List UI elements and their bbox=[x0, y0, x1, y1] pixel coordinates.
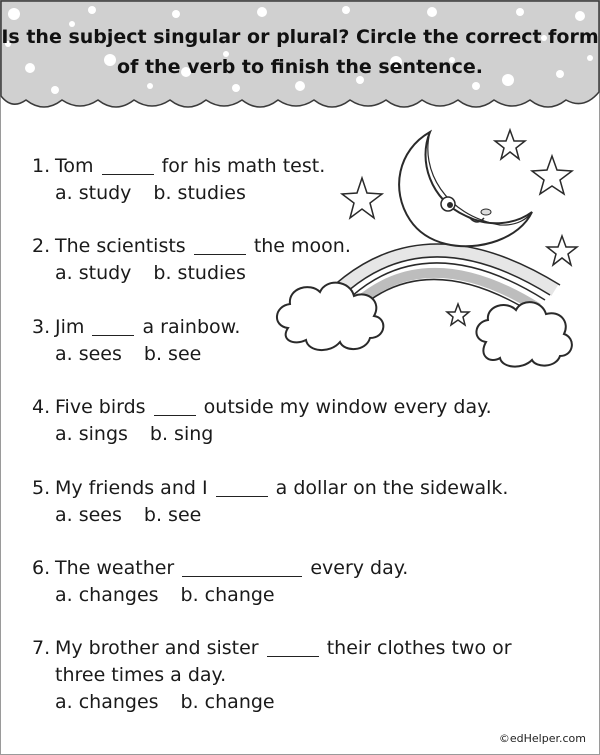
option-b[interactable]: b. change bbox=[180, 584, 275, 606]
title-line-1: Is the subject singular or plural? Circle the correct form bbox=[1, 26, 599, 48]
sentence-end: outside my window every day. bbox=[203, 396, 492, 418]
option-a[interactable]: a. changes bbox=[55, 691, 159, 713]
question-number: 1. bbox=[32, 155, 51, 177]
sentence-end: the moon. bbox=[253, 235, 351, 257]
question-6 bbox=[32, 555, 408, 609]
question-number: 7. bbox=[32, 637, 51, 659]
question-4 bbox=[32, 394, 492, 448]
question-2 bbox=[32, 233, 351, 287]
answer-blank[interactable] bbox=[216, 477, 268, 497]
answer-blank[interactable] bbox=[102, 155, 154, 175]
option-b[interactable]: b. studies bbox=[153, 182, 246, 204]
question-number: 4. bbox=[32, 396, 51, 418]
sentence-end: a dollar on the sidewalk. bbox=[275, 477, 509, 499]
question-1 bbox=[32, 153, 325, 207]
answer-blank[interactable] bbox=[182, 557, 302, 577]
option-b[interactable]: b. studies bbox=[153, 262, 246, 284]
option-a[interactable]: a. changes bbox=[55, 584, 159, 606]
sentence-start: The scientists bbox=[55, 235, 186, 257]
option-b[interactable]: b. see bbox=[143, 343, 202, 365]
sentence-start: My friends and I bbox=[55, 477, 208, 499]
sentence-continuation: three times a day. bbox=[55, 664, 227, 686]
question-number: 3. bbox=[32, 316, 51, 338]
sentence-end: for his math test. bbox=[161, 155, 326, 177]
sentence-start: Jim bbox=[55, 316, 85, 338]
sentence-start: The weather bbox=[55, 557, 175, 579]
question-5 bbox=[32, 475, 508, 529]
option-b[interactable]: b. see bbox=[143, 504, 202, 526]
answer-blank[interactable] bbox=[154, 396, 196, 416]
sentence-end: their clothes two or bbox=[326, 637, 512, 659]
question-number: 5. bbox=[32, 477, 51, 499]
question-7 bbox=[32, 635, 512, 716]
question-number: 6. bbox=[32, 557, 51, 579]
option-a[interactable]: a. sings bbox=[55, 423, 128, 445]
sentence-start: My brother and sister bbox=[55, 637, 259, 659]
option-a[interactable]: a. study bbox=[55, 182, 132, 204]
option-b[interactable]: b. sing bbox=[149, 423, 214, 445]
option-a[interactable]: a. sees bbox=[55, 343, 122, 365]
sentence-end: a rainbow. bbox=[142, 316, 241, 338]
question-3 bbox=[32, 314, 240, 368]
answer-blank[interactable] bbox=[194, 235, 246, 255]
sentence-start: Five birds bbox=[55, 396, 146, 418]
answer-blank[interactable] bbox=[92, 316, 134, 336]
sentence-start: Tom bbox=[55, 155, 94, 177]
option-b[interactable]: b. change bbox=[180, 691, 275, 713]
question-number: 2. bbox=[32, 235, 51, 257]
option-a[interactable]: a. sees bbox=[55, 504, 122, 526]
title-line-2: of the verb to finish the sentence. bbox=[117, 56, 483, 78]
answer-blank[interactable] bbox=[267, 637, 319, 657]
option-a[interactable]: a. study bbox=[55, 262, 132, 284]
copyright-credit: ©edHelper.com bbox=[498, 732, 586, 745]
sentence-end: every day. bbox=[310, 557, 409, 579]
